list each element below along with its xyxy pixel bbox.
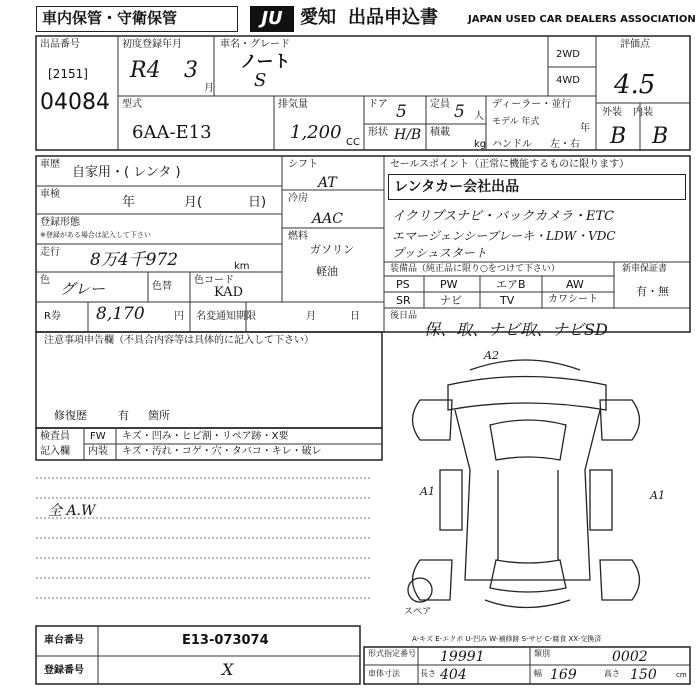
first-reg-label: 初度登録年月 [122, 39, 182, 50]
shaken-year: 年 [122, 195, 136, 210]
name-change-month: 月 [306, 311, 316, 322]
recycle-unit: 円 [174, 311, 184, 322]
repair-label: 修復歴 [54, 409, 87, 422]
fw-label: FW [90, 431, 106, 442]
interior-label: 内装 [88, 446, 108, 457]
chassis-value: E13-073074 [182, 633, 269, 648]
exterior-grade: B [610, 124, 627, 149]
displacement-unit: CC [346, 137, 360, 148]
later-items-value: 保、取、ナビ取、ナビSD [424, 320, 608, 339]
repair-place: 箇所 [148, 409, 170, 422]
interior-grade: B [652, 124, 669, 149]
color-code-value: KAD [214, 285, 243, 300]
mark-right: A1 [650, 489, 665, 502]
repair-value: 有 [118, 409, 129, 422]
ju-logo: JU [250, 6, 294, 32]
car-name: ノート [240, 52, 291, 72]
fuel-diesel: 軽油 [316, 265, 338, 278]
load-unit: kg [474, 139, 487, 150]
ac-value: AAC [312, 211, 343, 227]
width-label: 幅 [534, 669, 542, 678]
spec-value-2: 0002 [612, 649, 648, 665]
equip-pw: PW [440, 278, 458, 291]
chassis-label: 車台番号 [44, 635, 84, 646]
fuel-gasoline: ガソリン [310, 243, 354, 256]
first-reg-month: 3 [184, 58, 198, 83]
fuel-label: 燃料 [288, 231, 308, 242]
mileage-value: 8万4千972 [90, 250, 179, 270]
first-reg-era: R4 [130, 58, 161, 83]
registration-value: X [222, 660, 234, 679]
equip-sr: SR [396, 294, 411, 307]
selling-line-1: イクリプスナビ・バックカメラ・ETC [392, 209, 615, 224]
shaken-label: 車検 [40, 189, 60, 200]
shape-value: H/B [394, 127, 422, 143]
recycle-label: R券 [44, 311, 61, 322]
width-value: 169 [550, 667, 577, 683]
length-label: 長さ [420, 669, 436, 678]
mileage-label: 走行 [40, 247, 60, 258]
score-value: 4.5 [614, 70, 656, 100]
lot-small: [2151] [48, 67, 88, 81]
equip-ps: PS [396, 278, 410, 291]
later-items-label: 後日品 [390, 311, 418, 321]
shift-value: AT [318, 175, 337, 191]
equip-tv: TV [500, 294, 515, 307]
name-change-label: 名変通知期限 [196, 311, 256, 322]
color-label: 色 [40, 275, 50, 286]
equip-leather: カワシート [548, 294, 598, 305]
rental-print: レンタカー会社出品 [394, 179, 520, 195]
displacement-label: 排気量 [278, 99, 308, 110]
warranty-value: 有・無 [636, 285, 669, 298]
equipment-label: 装備品（純正品に限り○をつけて下さい） [390, 264, 560, 274]
displacement-value: 1,200 [290, 122, 342, 143]
capacity-unit: 人 [474, 111, 484, 122]
color-value: グレー [60, 280, 106, 298]
selling-line-3: プッシュスタート [392, 246, 487, 260]
inspector-label-1: 検査員 [40, 431, 70, 442]
spec-label-2: 類別 [534, 649, 550, 658]
form-title: 出品申込書 [348, 7, 438, 28]
lot-number: 04084 [40, 90, 110, 115]
logo-aichi: 愛知 [300, 7, 336, 28]
height-label: 高さ [604, 669, 620, 678]
door-value: 5 [396, 102, 407, 122]
mark-left: A1 [420, 485, 435, 498]
spec-value-1: 19991 [440, 649, 485, 665]
equip-navi: ナビ [440, 294, 462, 307]
inspector-label-2: 記入欄 [40, 446, 70, 457]
model-year-label: モデル 年式 [492, 117, 540, 127]
hold-note: ※登録がある場合は記入して下さい [40, 231, 151, 239]
handle-label: ハンドル [492, 139, 532, 150]
shaken-month: 月( [184, 195, 203, 210]
spare-label: スペア [404, 607, 432, 617]
ext-int-label: 外装 内装 [602, 107, 654, 118]
hold-label: 登録形態 [40, 217, 80, 228]
capacity-value: 5 [454, 102, 465, 122]
handle-value: 左・右 [550, 139, 580, 150]
model-value: 6AA-E13 [132, 122, 212, 143]
inspector-note: 全 A.W [48, 503, 96, 519]
shape-label: 形状 [368, 127, 388, 138]
capacity-label: 定員 [430, 99, 450, 110]
selling-label: セールスポイント（正常に機能するものに限ります） [390, 159, 630, 170]
ac-label: 冷房 [288, 193, 308, 204]
dealer-label: ディーラー・並行 [492, 99, 572, 110]
dimension-unit: cm [676, 671, 687, 679]
selling-line-2: エマージェンシーブレーキ・LDW・VDC [392, 229, 616, 243]
recolor-label: 色替 [152, 281, 172, 292]
shift-label: シフト [288, 159, 318, 170]
storage-title: 車内保管・守衛保管 [42, 9, 178, 27]
registration-label: 登録番号 [44, 665, 84, 676]
load-label: 積載 [430, 127, 450, 138]
drive-4wd: 4WD [556, 75, 580, 86]
shaken-day: 日) [248, 195, 267, 210]
history-value: 自家用・( レンタ ) [72, 165, 181, 180]
length-value: 404 [440, 667, 467, 683]
dimension-label: 車体寸法 [368, 669, 400, 678]
warranty-label: 新車保証書 [622, 264, 668, 274]
fw-value: キズ・凹み・ヒビ割・リペア跡・X要 [122, 431, 289, 442]
name-change-day: 日 [350, 311, 360, 322]
model-label: 型式 [122, 99, 142, 110]
attention-label: 注意事項申告欄（不具合内容等は具体的に記入して下さい） [44, 335, 314, 346]
mark-top: A2 [484, 349, 499, 362]
spec-label-1: 形式指定番号 [368, 649, 416, 658]
association-name: JAPAN USED CAR DEALERS ASSOCIATION [468, 14, 696, 25]
door-label: ドア [368, 99, 388, 110]
recycle-value: 8,170 [96, 304, 145, 324]
name-label: 車名・グレード [220, 39, 290, 50]
lot-label: 出品番号 [40, 39, 80, 50]
height-value: 150 [630, 667, 657, 683]
interior-value: キズ・汚れ・コゲ・穴・タバコ・キレ・破レ [122, 446, 322, 457]
month-unit: 月 [204, 83, 214, 94]
color-code-label: 色コード [194, 275, 234, 286]
drive-2wd: 2WD [556, 49, 580, 60]
car-grade: S [254, 70, 267, 91]
model-year-unit: 年 [580, 123, 590, 134]
mileage-unit: km [234, 261, 250, 272]
history-label: 車歴 [40, 159, 60, 170]
car-diagram [408, 360, 640, 608]
equip-aw: AW [566, 278, 584, 291]
damage-legend: A-キズ E-エクボ U-凹み W-補修跡 S-サビ C-腐食 XX-交換済 [412, 635, 602, 643]
equip-airbag: エアB [496, 278, 526, 291]
score-label: 評価点 [620, 39, 650, 50]
